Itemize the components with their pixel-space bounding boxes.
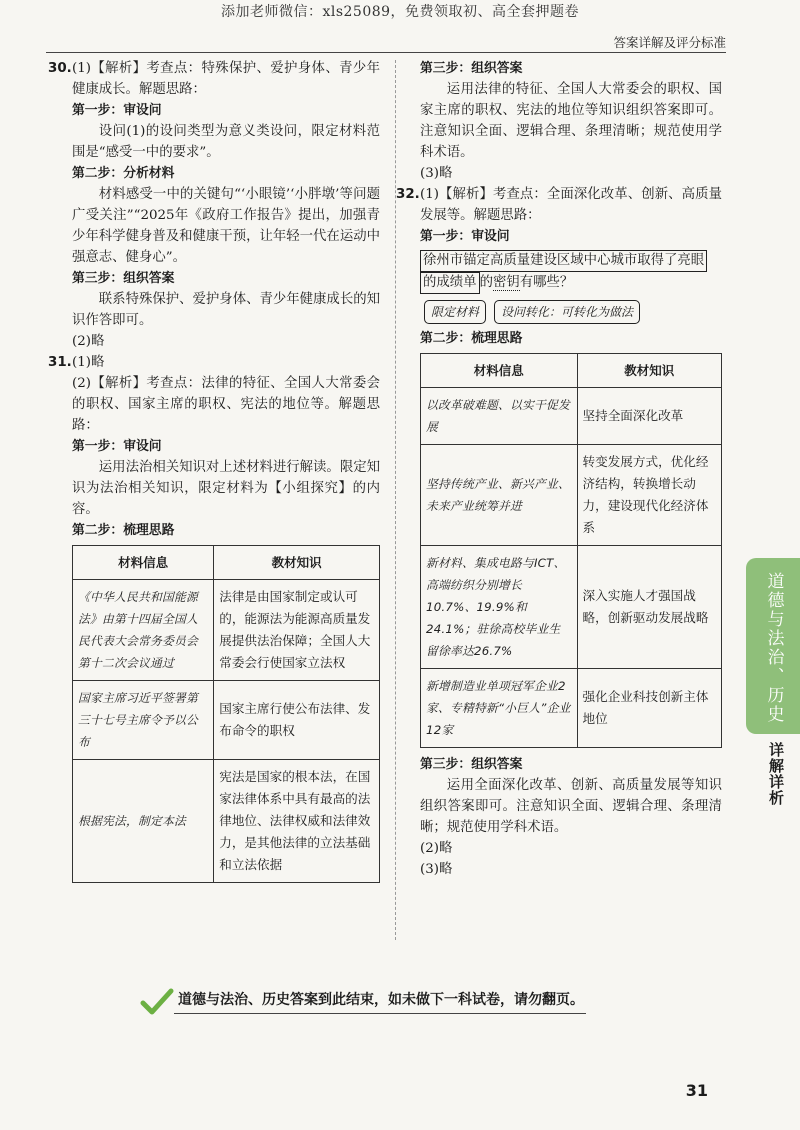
step-text: 运用法律的特征、全国人大常委会的职权、国家主席的职权、宪法的地位等知识组织答案即可。注意知识全面、逻辑合理、条理清晰；规范使用学科术语。 bbox=[420, 82, 722, 160]
q31-mapping-table bbox=[72, 545, 380, 883]
header-title: 答案详解及评分标准 bbox=[613, 35, 726, 50]
table-header: 教材知识 bbox=[577, 354, 721, 388]
question-text: 的 bbox=[479, 275, 493, 290]
step-heading: 第三步：组织答案 bbox=[420, 757, 523, 772]
step-text: 运用全面深化改革、创新、高质量发展等知识组织答案即可。注意知识全面、逻辑合理、条理清晰；规范使用学科术语。 bbox=[420, 778, 722, 835]
end-of-section-note bbox=[140, 988, 620, 1016]
material-cell: 坚持传统产业、新兴产业、未来产业统筹并进 bbox=[421, 445, 578, 546]
step-heading: 第三步：组织答案 bbox=[420, 61, 523, 76]
knowledge-cell: 强化企业科技创新主体地位 bbox=[577, 669, 721, 748]
answer-omitted: (2)略 bbox=[72, 334, 105, 349]
boxed-material-2: 的成绩单 bbox=[420, 272, 480, 294]
analysis-lead: (2)【解析】考查点：法律的特征、全国人大常委会的职权、国家主席的职权、宪法的地位等。解题思路： bbox=[72, 376, 380, 433]
table-header: 材料信息 bbox=[73, 546, 214, 580]
callout-material: 限定材料 bbox=[424, 300, 486, 324]
table-row bbox=[421, 445, 722, 546]
step-text: 设问(1)的设问类型为意义类设问，限定材料范围是“感受一中的要求”。 bbox=[72, 124, 380, 160]
knowledge-cell: 坚持全面深化改革 bbox=[577, 388, 721, 445]
table-row bbox=[421, 546, 722, 669]
subject-side-tab: 道德与法治、历史 bbox=[746, 558, 800, 734]
question-number: 32. bbox=[396, 187, 420, 202]
knowledge-cell: 转变发展方式，优化经济结构，转换增长动力，建设现代化经济体系 bbox=[577, 445, 721, 546]
material-cell: 以改革破难题、以实干促发展 bbox=[421, 388, 578, 445]
step-heading: 第一步：审设问 bbox=[72, 103, 162, 118]
end-note-text: 道德与法治、历史答案到此结束，如未做下一科试卷，请勿翻页。 bbox=[174, 990, 586, 1014]
checkmark-icon bbox=[140, 988, 174, 1016]
table-header: 教材知识 bbox=[214, 546, 380, 580]
material-cell: 《中华人民共和国能源法》由第十四届全国人民代表大会常务委员会第十二次会议通过 bbox=[73, 580, 214, 681]
q30-steps bbox=[72, 100, 380, 352]
step-text: 材料感受一中的关键句“‘小眼镜’‘小胖墩’等问题广受关注”“2025年《政府工作报告》提出，加强青少年科学健身普及和健康干预，让年轻一代在运动中强意志、健身心”。 bbox=[72, 187, 380, 265]
knowledge-cell: 法律是由国家制定或认可的，能源法为能源高质量发展提供法治保障；全国人大常委会行使国家立法权 bbox=[214, 580, 380, 681]
question-text: 有哪些？ bbox=[519, 275, 574, 290]
knowledge-cell: 宪法是国家的根本法，在国家法律体系中具有最高的法律地位、法律权威和法律效力，是其他法律的立法基础和立法依据 bbox=[214, 760, 380, 883]
answer-omitted: (3)略 bbox=[420, 862, 453, 877]
page-number: 31 bbox=[685, 1081, 708, 1100]
material-cell: 根据宪法，制定本法 bbox=[73, 760, 214, 883]
knowledge-cell: 国家主席行使公布法律、发布命令的职权 bbox=[214, 681, 380, 760]
left-column bbox=[48, 58, 380, 889]
step-text: 运用法治相关知识对上述材料进行解读。限定知识为法治相关知识，限定材料为【小组探究】的内容。 bbox=[72, 460, 380, 517]
wave-underline-key: 密钥 bbox=[492, 275, 520, 290]
header-rule bbox=[46, 52, 726, 53]
table-row bbox=[73, 760, 380, 883]
material-cell: 新材料、集成电路与ICT、高端纺织分别增长10.7%、19.9%和24.1%；驻徐高校毕业生留徐率达26.7% bbox=[421, 546, 578, 669]
boxed-material-1: 徐州市锚定高质量建设区域中心城市取得了亮眼 bbox=[420, 250, 707, 272]
table-row bbox=[421, 669, 722, 748]
question-32 bbox=[396, 184, 722, 226]
right-column bbox=[396, 58, 722, 880]
question-30 bbox=[48, 58, 380, 100]
step-heading: 第一步：审设问 bbox=[72, 439, 162, 454]
step-heading: 第一步：审设问 bbox=[420, 229, 510, 244]
step-heading: 第二步：梳理思路 bbox=[72, 523, 175, 538]
q31-steps bbox=[72, 373, 380, 541]
analysis-lead: (1)【解析】考查点：全面深化改革、创新、高质量发展等。解题思路： bbox=[420, 187, 722, 223]
annotation-callouts bbox=[424, 300, 722, 324]
answer-omitted: (2)略 bbox=[420, 841, 453, 856]
question-annotated bbox=[420, 250, 722, 294]
material-cell: 国家主席习近平签署第三十七号主席令予以公布 bbox=[73, 681, 214, 760]
watermark-text: 添加老师微信：xls25089，免费领取初、高全套押题卷 bbox=[220, 4, 580, 20]
callout-question-transform: 设问转化：可转化为做法 bbox=[494, 300, 640, 324]
question-number: 30. bbox=[48, 61, 72, 76]
material-cell: 新增制造业单项冠军企业2家、专精特新“小巨人”企业12家 bbox=[421, 669, 578, 748]
q32-mapping-table bbox=[420, 353, 722, 748]
question-31 bbox=[48, 352, 380, 373]
step-heading: 第二步：分析材料 bbox=[72, 166, 175, 181]
question-number: 31. bbox=[48, 355, 72, 370]
table-row bbox=[73, 681, 380, 760]
answer-omitted: (1)略 bbox=[72, 355, 105, 370]
analysis-lead: (1)【解析】考查点：特殊保护、爱护身体、青少年健康成长。解题思路： bbox=[72, 61, 380, 97]
answer-omitted: (3)略 bbox=[420, 166, 453, 181]
table-header: 材料信息 bbox=[421, 354, 578, 388]
step-heading: 第二步：梳理思路 bbox=[420, 331, 523, 346]
step-text: 联系特殊保护、爱护身体、青少年健康成长的知识作答即可。 bbox=[72, 292, 380, 328]
knowledge-cell: 深入实施人才强国战略，创新驱动发展战略 bbox=[577, 546, 721, 669]
table-row bbox=[421, 388, 722, 445]
table-row bbox=[73, 580, 380, 681]
step-heading: 第三步：组织答案 bbox=[72, 271, 175, 286]
side-label: 详解详析 bbox=[767, 742, 785, 806]
